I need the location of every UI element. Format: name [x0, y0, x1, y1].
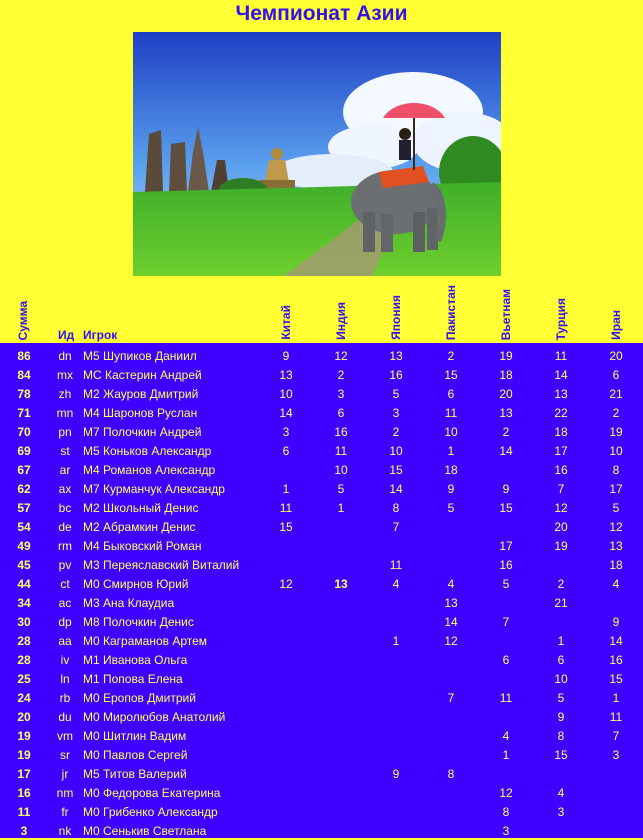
table-row [0, 669, 643, 688]
row-score: 15 [389, 463, 403, 477]
header-country-china: Китай [279, 305, 293, 340]
row-player-name: M2 Школьный Денис [83, 501, 199, 515]
row-sum: 84 [17, 368, 31, 382]
row-score: 20 [499, 387, 513, 401]
table-row [0, 422, 643, 441]
row-score: 18 [444, 463, 458, 477]
row-score: 15 [279, 520, 293, 534]
row-score: 16 [609, 653, 623, 667]
row-player-name: M8 Полочкин Денис [83, 615, 194, 629]
row-score: 4 [392, 577, 400, 591]
table-row [0, 403, 643, 422]
row-score: 20 [609, 349, 623, 363]
row-score: 16 [334, 425, 348, 439]
row-score: 12 [334, 349, 348, 363]
row-id: dp [58, 615, 72, 629]
row-score: 2 [557, 577, 565, 591]
row-sum: 57 [17, 501, 31, 515]
row-score: 16 [389, 368, 403, 382]
row-score: 14 [389, 482, 403, 496]
banner-image [133, 32, 501, 276]
row-id: sr [60, 748, 70, 762]
row-id: jr [61, 767, 69, 781]
row-score: 6 [612, 368, 620, 382]
table-row [0, 555, 643, 574]
row-player-name: M7 Полочкин Андрей [83, 425, 202, 439]
header-sum: Сумма [16, 300, 30, 340]
row-sum: 45 [17, 558, 31, 572]
table-row [0, 536, 643, 555]
header-country-india: Индия [334, 302, 348, 340]
table-row [0, 631, 643, 650]
row-player-name: MC Кастерин Андрей [83, 368, 202, 382]
row-score: 16 [554, 463, 568, 477]
header-player: Игрок [83, 328, 118, 342]
row-sum: 19 [17, 748, 31, 762]
row-score: 18 [499, 368, 513, 382]
table-row [0, 517, 643, 536]
row-score: 12 [279, 577, 293, 591]
row-score: 8 [612, 463, 620, 477]
row-score: 10 [444, 425, 458, 439]
row-score: 9 [502, 482, 510, 496]
row-sum: 70 [17, 425, 31, 439]
row-score: 3 [612, 748, 620, 762]
row-score: 13 [279, 368, 293, 382]
row-player-name: M5 Титов Валерий [83, 767, 187, 781]
row-sum: 86 [17, 349, 31, 363]
row-id: ac [58, 596, 72, 610]
row-score: 13 [554, 387, 568, 401]
row-player-name: M0 Смирнов Юрий [83, 577, 189, 591]
row-player-name: M4 Романов Александр [83, 463, 216, 477]
row-sum: 28 [17, 653, 31, 667]
row-player-name: M2 Жауров Дмитрий [83, 387, 199, 401]
row-score: 12 [444, 634, 458, 648]
row-score: 5 [557, 691, 565, 705]
row-score: 14 [279, 406, 293, 420]
row-score: 13 [499, 406, 513, 420]
row-score: 2 [502, 425, 510, 439]
row-score: 5 [392, 387, 400, 401]
table-row [0, 441, 643, 460]
row-id: dn [58, 349, 72, 363]
row-score: 1 [557, 634, 565, 648]
table-row [0, 498, 643, 517]
row-sum: 20 [17, 710, 31, 724]
row-score: 21 [609, 387, 623, 401]
row-player-name: M1 Попова Елена [83, 672, 183, 686]
row-score: 14 [499, 444, 513, 458]
row-sum: 19 [17, 729, 31, 743]
row-score: 14 [444, 615, 458, 629]
row-player-name: M4 Быковский Роман [83, 539, 202, 553]
row-player-name: M0 Федорова Екатерина [83, 786, 221, 800]
row-player-name: M0 Павлов Сергей [83, 748, 188, 762]
row-score: 8 [447, 767, 455, 781]
row-score: 1 [447, 444, 455, 458]
row-id: fr [61, 805, 69, 819]
row-score: 3 [392, 406, 400, 420]
row-score: 6 [502, 653, 510, 667]
header-country-pakistan: Пакистан [444, 284, 458, 340]
row-score: 1 [612, 691, 620, 705]
row-id: mx [57, 368, 73, 382]
row-score: 8 [557, 729, 565, 743]
row-id: zh [58, 387, 72, 401]
row-score: 21 [554, 596, 568, 610]
table-row [0, 764, 643, 783]
results-table [0, 343, 643, 838]
table-row [0, 688, 643, 707]
table-row [0, 745, 643, 764]
row-score: 3 [282, 425, 290, 439]
row-score: 6 [282, 444, 290, 458]
row-score: 15 [499, 501, 513, 515]
row-score: 3 [557, 805, 565, 819]
row-id: rb [59, 691, 71, 705]
row-id: ct [60, 577, 70, 591]
row-score: 3 [337, 387, 345, 401]
row-id: du [58, 710, 72, 724]
row-score: 11 [389, 558, 403, 572]
row-player-name: M5 Коньков Александр [83, 444, 212, 458]
row-score: 2 [447, 349, 455, 363]
row-player-name: M0 Шитлин Вадим [83, 729, 187, 743]
row-score: 15 [554, 748, 568, 762]
row-sum: 44 [17, 577, 31, 591]
row-score: 19 [554, 539, 568, 553]
row-score: 9 [392, 767, 400, 781]
row-score: 1 [337, 501, 345, 515]
row-id: pn [58, 425, 72, 439]
row-score: 3 [502, 824, 510, 838]
row-score: 11 [279, 501, 293, 515]
row-score: 7 [502, 615, 510, 629]
row-score: 10 [279, 387, 293, 401]
page-title: Чемпионат Азии [235, 2, 408, 25]
row-score: 22 [554, 406, 568, 420]
row-score: 6 [557, 653, 565, 667]
row-score: 6 [447, 387, 455, 401]
row-score: 12 [499, 786, 513, 800]
row-score: 8 [392, 501, 400, 515]
row-score: 7 [392, 520, 400, 534]
table-row [0, 650, 643, 669]
table-row [0, 821, 643, 840]
row-sum: 11 [17, 805, 31, 819]
row-id: ax [58, 482, 72, 496]
table-row [0, 384, 643, 403]
header-id: Ид [58, 328, 75, 342]
row-score: 13 [334, 577, 348, 591]
row-score: 19 [609, 425, 623, 439]
table-row [0, 346, 643, 365]
row-score: 5 [447, 501, 455, 515]
row-score: 14 [609, 634, 623, 648]
row-id: rm [58, 539, 72, 553]
row-score: 20 [554, 520, 568, 534]
row-score: 11 [499, 691, 513, 705]
row-score: 9 [612, 615, 620, 629]
row-score: 1 [392, 634, 400, 648]
row-id: de [58, 520, 72, 534]
row-score: 14 [554, 368, 568, 382]
row-score: 10 [334, 463, 348, 477]
table-row [0, 802, 643, 821]
row-score: 4 [447, 577, 455, 591]
row-score: 4 [612, 577, 620, 591]
row-score: 9 [282, 349, 290, 363]
row-id: aa [58, 634, 72, 648]
row-id: mn [56, 406, 74, 420]
row-player-name: M0 Каграманов Артем [83, 634, 208, 648]
row-sum: 30 [17, 615, 31, 629]
table-row [0, 726, 643, 745]
header-country-turkey: Турция [554, 297, 568, 340]
row-id: nm [56, 786, 74, 800]
row-score: 16 [499, 558, 513, 572]
row-score: 4 [557, 786, 565, 800]
row-score: 7 [447, 691, 455, 705]
row-sum: 49 [17, 539, 31, 553]
table-row [0, 593, 643, 612]
row-player-name: M5 Шупиков Даниил [83, 349, 197, 363]
row-player-name: M0 Грибенко Александр [83, 805, 218, 819]
row-score: 5 [502, 577, 510, 591]
row-sum: 69 [17, 444, 31, 458]
table-row [0, 365, 643, 384]
row-id: iv [60, 653, 70, 667]
row-score: 17 [609, 482, 623, 496]
row-score: 10 [554, 672, 568, 686]
row-player-name: M3 Переяславский Виталий [83, 558, 240, 572]
row-sum: 24 [17, 691, 31, 705]
row-score: 18 [554, 425, 568, 439]
row-score: 11 [554, 349, 568, 363]
row-score: 11 [334, 444, 348, 458]
row-player-name: M0 Сенькив Светлана [83, 824, 207, 838]
row-score: 13 [609, 539, 623, 553]
row-score: 13 [444, 596, 458, 610]
row-sum: 3 [20, 824, 28, 838]
row-sum: 16 [17, 786, 31, 800]
row-sum: 54 [17, 520, 31, 534]
row-score: 17 [554, 444, 568, 458]
row-sum: 28 [17, 634, 31, 648]
row-sum: 71 [17, 406, 31, 420]
row-player-name: M1 Иванова Ольга [83, 653, 188, 667]
row-id: pv [58, 558, 72, 572]
row-score: 7 [612, 729, 620, 743]
row-player-name: M0 Еропов Дмитрий [83, 691, 196, 705]
row-score: 2 [612, 406, 620, 420]
row-score: 9 [447, 482, 455, 496]
table-row [0, 783, 643, 802]
row-sum: 17 [17, 767, 31, 781]
row-score: 5 [612, 501, 620, 515]
table-row [0, 707, 643, 726]
row-sum: 62 [17, 482, 31, 496]
row-score: 2 [392, 425, 400, 439]
row-sum: 25 [17, 672, 31, 686]
row-id: bc [58, 501, 72, 515]
row-score: 15 [609, 672, 623, 686]
table-row [0, 479, 643, 498]
row-score: 2 [337, 368, 345, 382]
row-score: 10 [609, 444, 623, 458]
table-row [0, 460, 643, 479]
row-score: 13 [389, 349, 403, 363]
row-score: 18 [609, 558, 623, 572]
row-player-name: M4 Шаронов Руслан [83, 406, 198, 420]
row-score: 5 [337, 482, 345, 496]
row-score: 6 [337, 406, 345, 420]
row-score: 1 [282, 482, 290, 496]
row-id: vm [57, 729, 73, 743]
row-score: 1 [502, 748, 510, 762]
row-score: 12 [609, 520, 623, 534]
row-score: 11 [444, 406, 458, 420]
table-row [0, 574, 643, 593]
row-score: 4 [502, 729, 510, 743]
row-score: 19 [499, 349, 513, 363]
header-country-vietnam: Вьетнам [499, 288, 513, 340]
table-header [0, 278, 643, 342]
row-player-name: M7 Курманчук Александр [83, 482, 225, 496]
row-id: ln [60, 672, 70, 686]
row-id: st [60, 444, 70, 458]
row-score: 11 [609, 710, 623, 724]
row-id: ar [59, 463, 71, 477]
row-sum: 34 [17, 596, 31, 610]
header-country-japan: Япония [389, 295, 403, 340]
row-player-name: M0 Миролюбов Анатолий [83, 710, 226, 724]
row-player-name: M3 Ана Клаудиа [83, 596, 175, 610]
row-score: 7 [557, 482, 565, 496]
header-country-iran: Иран [609, 310, 623, 340]
row-player-name: M2 Абрамкин Денис [83, 520, 196, 534]
row-sum: 67 [17, 463, 31, 477]
row-id: nk [58, 824, 72, 838]
row-score: 15 [444, 368, 458, 382]
table-row [0, 612, 643, 631]
row-score: 17 [499, 539, 513, 553]
row-score: 12 [554, 501, 568, 515]
row-score: 8 [502, 805, 510, 819]
row-sum: 78 [17, 387, 31, 401]
row-score: 10 [389, 444, 403, 458]
row-score: 9 [557, 710, 565, 724]
